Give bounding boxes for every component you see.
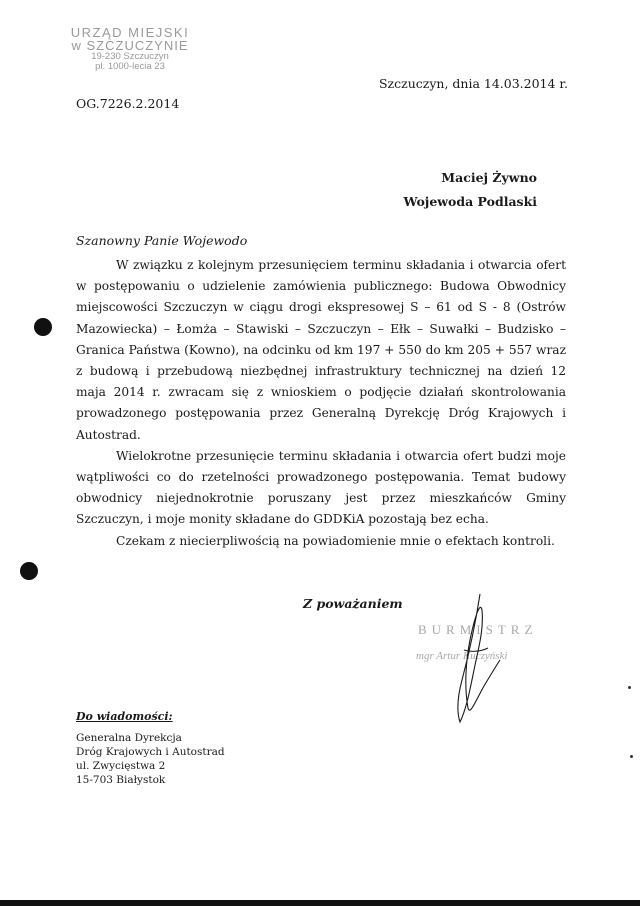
paragraph: Wielokrotne przesunięcie terminu składania i otwarcia ofert budzi moje wątpliwości co do rzetelności prowadzonego postępowania. Temat budowy obwodnicy niejednokrotnie poruszany jest przez mieszkańców Gminy Szczuczyn, i moje monity składane do GDDKiA pozostają bez echa. (76, 448, 566, 527)
recipient-name: Maciej Żywno (441, 170, 537, 185)
stamp-line-4: pl. 1000-lecia 23 (95, 61, 165, 72)
cc-heading: Do wiadomości: (76, 710, 173, 723)
letter-body (76, 255, 566, 552)
signature-stamp-name: mgr Artur Kuczyński (416, 650, 508, 662)
cc-address (76, 731, 225, 787)
salutation: Szanowny Panie Wojewodo (76, 233, 248, 248)
reference-number: OG.7226.2.2014 (76, 96, 180, 111)
handwritten-signature (440, 590, 510, 730)
cc-line: Generalna Dyrekcja (76, 732, 182, 744)
paragraph: Czekam z niecierpliwością na powiadomienie mnie o efektach kontroli. (116, 533, 555, 548)
recipient-title: Wojewoda Podlaski (403, 194, 537, 209)
scan-speck (630, 755, 633, 758)
cc-line: ul. Zwycięstwa 2 (76, 760, 166, 772)
office-stamp (60, 26, 200, 72)
cc-line: 15-703 Białystok (76, 774, 166, 786)
stamp-line-1: URZĄD MIEJSKI (70, 25, 190, 40)
closing: Z poważaniem (303, 596, 403, 611)
scan-edge (0, 900, 640, 906)
letter-date: Szczuczyn, dnia 14.03.2014 r. (378, 76, 568, 91)
scan-speck (628, 686, 631, 689)
cc-line: Dróg Krajowych i Autostrad (76, 746, 225, 758)
signature-stamp-title: BURMISTRZ (418, 622, 538, 637)
punch-hole (34, 318, 52, 336)
recipient-block (403, 166, 537, 214)
stamp-line-2: w SZCZUCZYNIE (71, 38, 189, 53)
paragraph: W związku z kolejnym przesunięciem terminu składania i otwarcia ofert w postępowaniu o udzielenie zamówienia publicznego: Budowa Obwodnicy miejscowości Szczuczyn w ciągu drogi ekspresowej S – 61 od S - 8 (Ostrów Mazowiecka) – Łomża – Stawiski – Szczuczyn – Ełk – Suwałki – Budzisko – Granica Państwa (Kowno), na odcinku od km 197 + 550 do km 205 + 557 wraz z budową i przebudową niezbędnej infrastruktury technicznej na dzień 12 maja 2014 r. zwracam się z wnioskiem o podjęcie działań skontrolowania prowadzonego postępowania przez Generalną Dyrekcję Dróg Krajowych i Autostrad. (76, 258, 566, 442)
stamp-line-3: 19-230 Szczuczyn (91, 51, 169, 62)
punch-hole (20, 562, 38, 580)
